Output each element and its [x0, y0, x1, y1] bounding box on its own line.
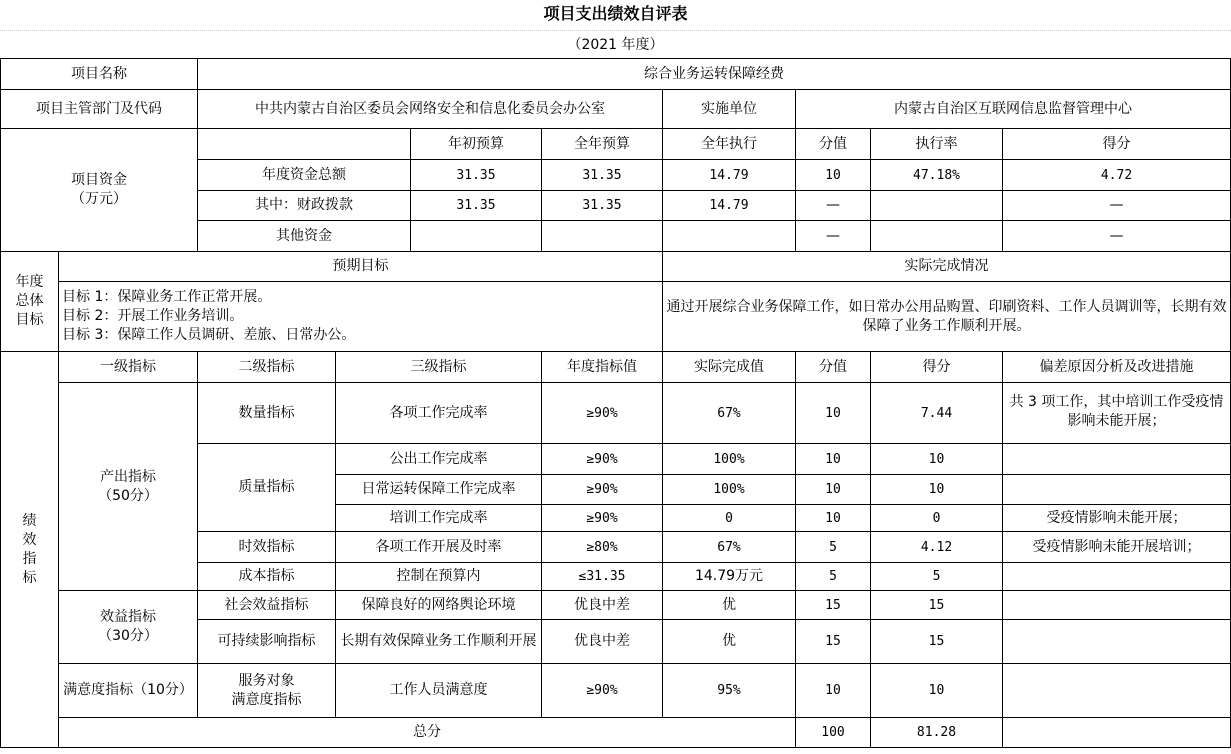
score-value: 15: [871, 620, 1003, 664]
funds-header-initial: 年初预算: [411, 129, 542, 160]
weight-value: 10: [796, 505, 871, 532]
level2-timeliness: 时效指标: [198, 532, 336, 563]
level2-social: 社会效益指标: [198, 591, 336, 620]
funds-score: —: [1003, 191, 1231, 221]
actual-value: 0: [663, 505, 796, 532]
header-note: 偏差原因分析及改进措施: [1003, 352, 1231, 383]
weight-value: 10: [796, 444, 871, 475]
indicator-row: [1, 591, 1231, 620]
score-value: 10: [871, 444, 1003, 475]
weight-value: 15: [796, 591, 871, 620]
impl-value: 内蒙古自治区互联网信息监督管理中心: [796, 90, 1231, 129]
deviation-note: [1003, 591, 1231, 620]
funds-row-name: 年度资金总额: [198, 160, 411, 191]
target-value: ≥90%: [542, 383, 663, 444]
total-score: 81.28: [871, 718, 1003, 748]
level3-item: 日常运转保障工作完成率: [336, 475, 542, 505]
score-value: 7.44: [871, 383, 1003, 444]
target-value: ≥90%: [542, 505, 663, 532]
level2-quantity: 数量指标: [198, 383, 336, 444]
goals-label-line: 年度: [15, 274, 44, 290]
header-level3: 三级指标: [336, 352, 542, 383]
weight-value: 10: [796, 664, 871, 718]
sheet-subtitle: （2021 年度）: [0, 30, 1231, 59]
funds-header-score: 得分: [1003, 129, 1231, 160]
deviation-note: [1003, 475, 1231, 505]
actual-value: 100%: [663, 475, 796, 505]
funds-score: —: [1003, 221, 1231, 252]
funds-initial: 31.35: [411, 160, 542, 191]
indicators-label-char: 绩: [22, 512, 37, 529]
funds-score: 4.72: [1003, 160, 1231, 191]
funds-annual: [542, 221, 663, 252]
funds-header-rate: 执行率: [871, 129, 1003, 160]
target-value: ≥90%: [542, 475, 663, 505]
deviation-note: 受疫情影响未能开展培训；: [1003, 532, 1231, 563]
impl-label: 实施单位: [663, 90, 796, 129]
funds-header-annual: 全年预算: [542, 129, 663, 160]
header-weight: 分值: [796, 352, 871, 383]
funds-executed: 14.79: [663, 191, 796, 221]
level2-quality: 质量指标: [198, 444, 336, 532]
performance-table: [0, 58, 1231, 748]
actual-value: 100%: [663, 444, 796, 475]
actual-value: 14.79万元: [663, 563, 796, 591]
level3-item: 长期有效保障业务工作顺利开展: [336, 620, 542, 664]
actual-value: 67%: [663, 383, 796, 444]
score-value: 10: [871, 664, 1003, 718]
funds-weight: —: [796, 221, 871, 252]
level3-item: 培训工作完成率: [336, 505, 542, 532]
sheet-title: 项目支出绩效自评表: [543, 4, 688, 23]
project-name-value: 综合业务运转保障经费: [198, 59, 1231, 90]
level2-cost: 成本指标: [198, 563, 336, 591]
indicators-label-char: 效: [22, 531, 37, 548]
level2-service: 服务对象 满意度指标: [198, 664, 336, 718]
funds-executed: 14.79: [663, 160, 796, 191]
header-target: 年度指标值: [542, 352, 663, 383]
funds-annual: 31.35: [542, 160, 663, 191]
funds-rate: 47.18%: [871, 160, 1003, 191]
deviation-note: 受疫情影响未能开展；: [1003, 505, 1231, 532]
target-value: 优良中差: [542, 620, 663, 664]
target-value: ≥90%: [542, 444, 663, 475]
total-row: [1, 718, 1231, 748]
indicators-label-char: 标: [22, 569, 37, 586]
funds-weight: —: [796, 191, 871, 221]
level3-item: 各项工作完成率: [336, 383, 542, 444]
expected-goals: [59, 282, 663, 352]
total-note: [1003, 718, 1231, 748]
header-score: 得分: [871, 352, 1003, 383]
goal-item: 目标 1：保障业务工作正常开展。: [62, 289, 272, 305]
total-weight: 100: [796, 718, 871, 748]
weight-value: 5: [796, 532, 871, 563]
goal-item: 目标 2：开展工作业务培训。: [62, 308, 244, 324]
funds-label-line2: （万元）: [71, 191, 127, 207]
level2-sustain: 可持续影响指标: [198, 620, 336, 664]
funds-initial: 31.35: [411, 191, 542, 221]
score-value: 5: [871, 563, 1003, 591]
deviation-note: [1003, 444, 1231, 475]
header-level2: 二级指标: [198, 352, 336, 383]
project-name-label: 项目名称: [1, 59, 198, 90]
level3-item: 控制在预算内: [336, 563, 542, 591]
goals-label: [1, 252, 59, 352]
level3-item: 各项工作开展及时率: [336, 532, 542, 563]
actual-completion-header: 实际完成情况: [663, 252, 1231, 282]
funds-executed: [663, 221, 796, 252]
header-level1: 一级指标: [59, 352, 198, 383]
total-label: 总分: [59, 718, 796, 748]
funds-row-name: 其中：财政拨款: [198, 191, 411, 221]
level1-output: 产出指标 （50分）: [59, 383, 198, 591]
actual-value: 优: [663, 591, 796, 620]
indicator-row: [1, 664, 1231, 718]
funds-header-executed: 全年执行: [663, 129, 796, 160]
funds-rate: [871, 191, 1003, 221]
funds-row-name: 其他资金: [198, 221, 411, 252]
deviation-note: 共 3 项工作，其中培训工作受疫情影响未能开展；: [1003, 383, 1231, 444]
deviation-note: [1003, 664, 1231, 718]
goals-label-line: 目标: [15, 312, 44, 328]
goal-item: 目标 3：保障工作人员调研、差旅、日常办公。: [62, 327, 356, 343]
funds-label: [1, 129, 198, 252]
header-actual: 实际完成值: [663, 352, 796, 383]
score-value: 0: [871, 505, 1003, 532]
funds-header-weight: 分值: [796, 129, 871, 160]
score-value: 4.12: [871, 532, 1003, 563]
funds-rate: [871, 221, 1003, 252]
actual-value: 95%: [663, 664, 796, 718]
score-value: 15: [871, 591, 1003, 620]
weight-value: 15: [796, 620, 871, 664]
deviation-note: [1003, 620, 1231, 664]
level3-item: 保障良好的网络舆论环境: [336, 591, 542, 620]
indicators-label: [1, 352, 59, 748]
actual-completion: 通过开展综合业务保障工作，如日常办公用品购置、印刷资料、工作人员调训等，长期有效保障了业务工作顺利开展。: [663, 282, 1231, 352]
actual-value: 优: [663, 620, 796, 664]
funds-annual: 31.35: [542, 191, 663, 221]
indicators-label-char: 指: [22, 550, 37, 567]
indicator-row: [1, 383, 1231, 444]
funds-header-blank: [198, 129, 411, 160]
level1-benefit: 效益指标 （30分）: [59, 591, 198, 664]
target-value: ≥90%: [542, 664, 663, 718]
target-value: ≥80%: [542, 532, 663, 563]
dept-label: 项目主管部门及代码: [1, 90, 198, 129]
expected-goals-header: 预期目标: [59, 252, 663, 282]
goals-label-line: 总体: [15, 293, 44, 309]
actual-value: 67%: [663, 532, 796, 563]
weight-value: 5: [796, 563, 871, 591]
deviation-note: [1003, 563, 1231, 591]
level3-item: 公出工作完成率: [336, 444, 542, 475]
target-value: ≤31.35: [542, 563, 663, 591]
funds-label-line1: 项目资金: [71, 172, 127, 188]
score-value: 10: [871, 475, 1003, 505]
funds-initial: [411, 221, 542, 252]
funds-weight: 10: [796, 160, 871, 191]
dept-value: 中共内蒙古自治区委员会网络安全和信息化委员会办公室: [198, 90, 663, 129]
weight-value: 10: [796, 383, 871, 444]
level3-item: 工作人员满意度: [336, 664, 542, 718]
weight-value: 10: [796, 475, 871, 505]
target-value: 优良中差: [542, 591, 663, 620]
level1-satisfaction: 满意度指标（10分）: [59, 664, 198, 718]
